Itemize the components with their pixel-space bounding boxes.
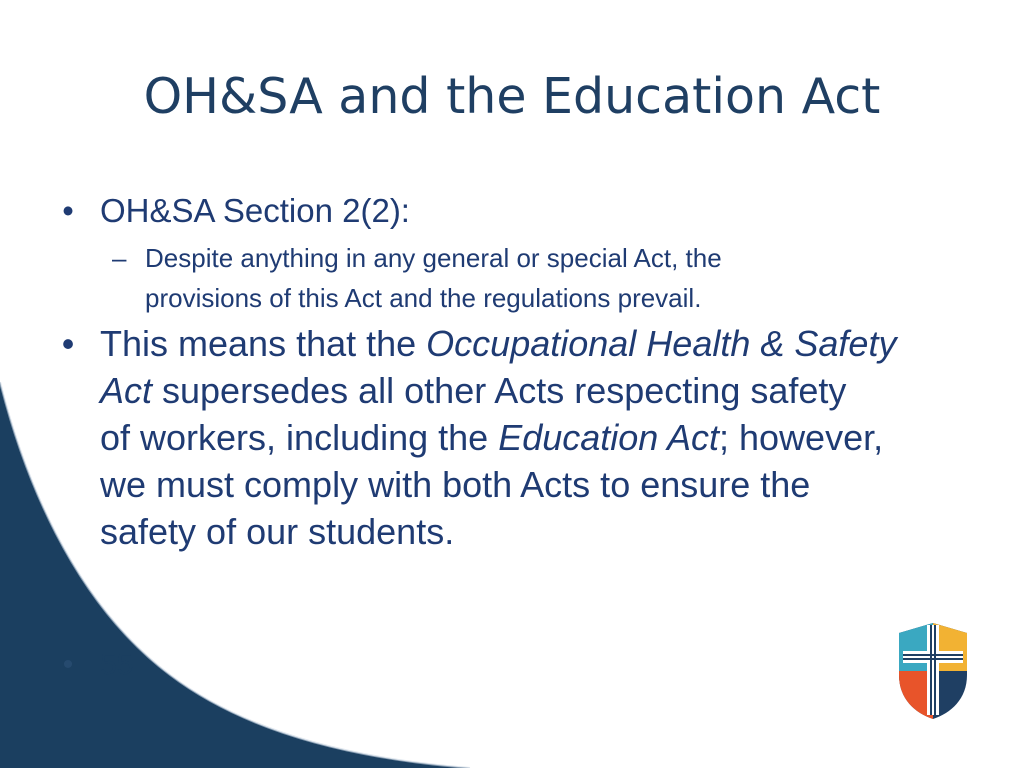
bullet-this-means bbox=[58, 320, 998, 555]
bullet-line-5: safety of our students. bbox=[100, 511, 455, 552]
italic-act-name: Act bbox=[100, 370, 153, 411]
bullet-line-2 bbox=[100, 367, 998, 414]
sub-bullet-line-2: provisions of this Act and the regulations prevail. bbox=[145, 283, 702, 313]
italic-act-name: Education Act bbox=[498, 417, 720, 458]
bullet-section-2-2 bbox=[58, 192, 998, 230]
italic-act-name: Occupational Health & Safety bbox=[426, 323, 897, 364]
bullet-slide-number bbox=[58, 645, 133, 685]
bullet-marker: • bbox=[61, 323, 75, 364]
bullet-line-1 bbox=[100, 320, 998, 367]
bullet-line-4: we must comply with both Acts to ensure the bbox=[100, 464, 811, 505]
text-part: supersedes all other Acts respecting safety bbox=[152, 370, 847, 411]
text-part: ; however, bbox=[719, 417, 884, 458]
slide-content bbox=[58, 192, 998, 563]
slide-number-text: 55 bbox=[100, 648, 134, 681]
bullet-line-3 bbox=[100, 414, 998, 461]
sub-bullet-line-1: Despite anything in any general or special Act, the bbox=[145, 243, 722, 273]
sub-bullet-marker: – bbox=[112, 243, 127, 273]
sub-bullet-despite bbox=[58, 238, 998, 318]
bullet-marker: • bbox=[62, 648, 74, 681]
bullet-marker: • bbox=[62, 192, 74, 229]
text-part: This means that the bbox=[100, 323, 427, 364]
cross-shield-logo-icon bbox=[893, 619, 973, 721]
bullet-text: OH&SA Section 2(2): bbox=[100, 192, 410, 229]
slide-title: OH&SA and the Education Act bbox=[143, 68, 881, 125]
text-part: of workers, including the bbox=[100, 417, 499, 458]
